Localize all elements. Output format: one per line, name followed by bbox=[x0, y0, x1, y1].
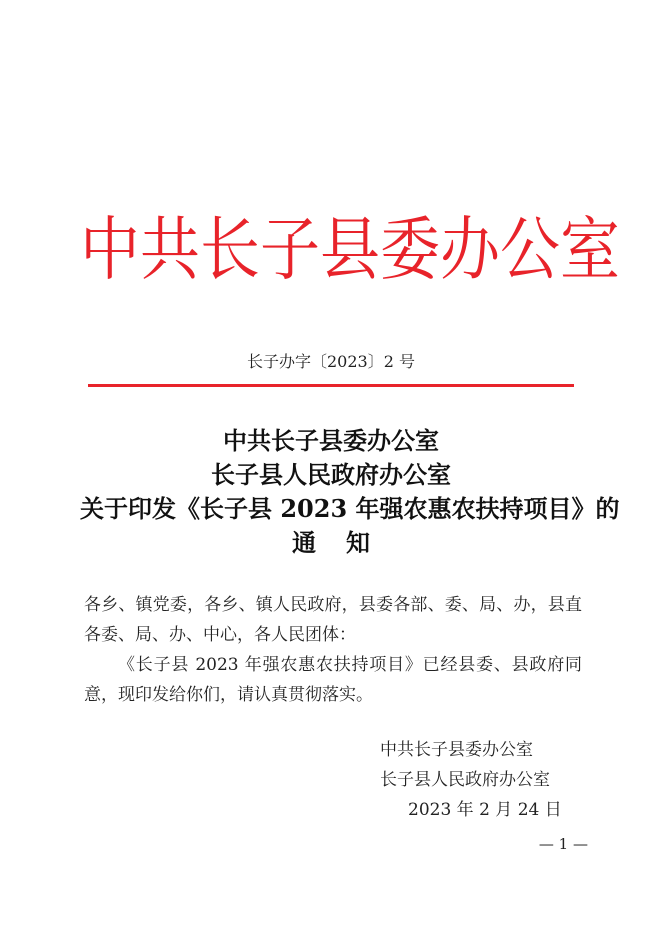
red-masthead: 中共长子县委办公室 bbox=[80, 209, 620, 291]
signature-block bbox=[380, 735, 580, 825]
recipients-paragraph: 各乡、镇党委，各乡、镇人民政府，县委各部、委、局、办，县直各委、局、办、中心，各人民团体： bbox=[84, 595, 582, 645]
page-number: — 1 — bbox=[538, 835, 588, 853]
signature-org-2: 长子县人民政府办公室 bbox=[380, 770, 550, 790]
document-body bbox=[84, 590, 582, 710]
document-number: 长子办字〔2023〕2 号 bbox=[247, 352, 415, 371]
title-line-1: 中共长子县委办公室 bbox=[223, 426, 439, 455]
signature-org-1: 中共长子县委办公室 bbox=[380, 740, 533, 760]
main-paragraph: 《长子县 2023 年强农惠农扶持项目》已经县委、县政府同意，现印发给你们，请认真贯彻落实。 bbox=[84, 655, 582, 705]
signature-date: 2023 年 2 月 24 日 bbox=[408, 800, 562, 820]
title-line-3: 关于印发《长子县 2023 年强农惠农扶持项目》的 bbox=[80, 494, 620, 523]
red-separator-line bbox=[88, 384, 574, 387]
title-line-4: 通知 bbox=[292, 528, 400, 557]
document-title bbox=[80, 424, 620, 560]
title-line-2: 长子县人民政府办公室 bbox=[211, 460, 451, 489]
